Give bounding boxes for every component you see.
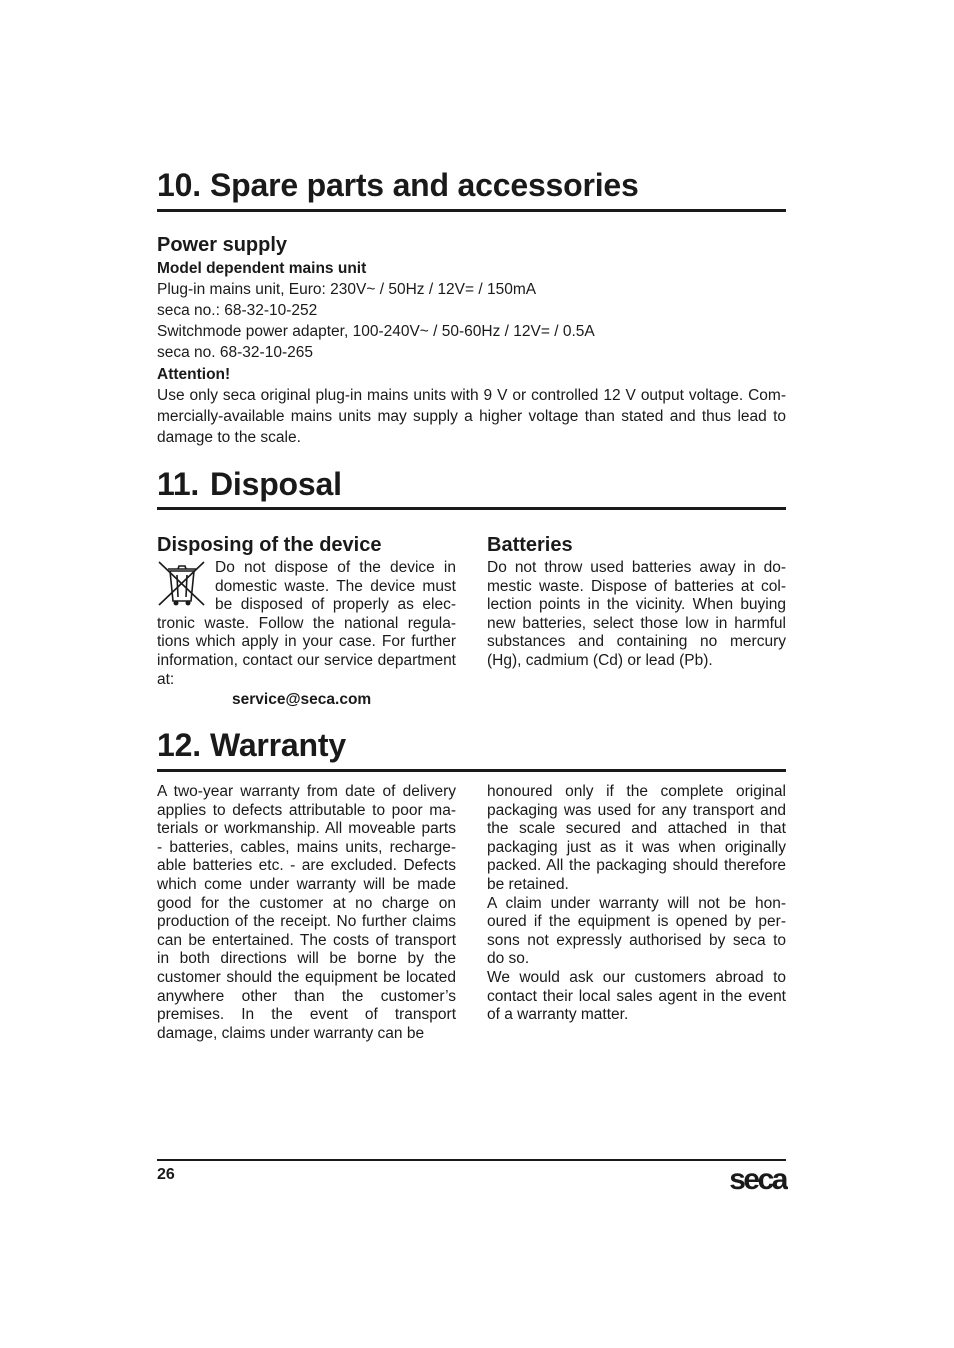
section-10-number: 10. — [157, 167, 201, 203]
batteries-text: Do not throw used batteries away in domestic waste. Dispose of batteries at collection points in the vicinity. When buying new batteries, select those low in harmful substances and containing no mercury (Hg), cadmium (Cd) or lead (Pb). — [487, 559, 786, 669]
section-11-rule — [157, 507, 786, 510]
mains-unit-line: Plug-in mains unit, Euro: 230V~ / 50Hz / 12V= / 150mA — [157, 281, 537, 298]
attention-text-line-1: Use only seca original plug-in mains units with 9 V or controlled 12 V output voltage. Com- — [157, 387, 786, 404]
attention-text-line-2: mercially-available mains units may supply a higher voltage than stated and thus lead to — [157, 408, 786, 425]
attention-heading: Attention! — [157, 366, 231, 383]
footer-rule — [157, 1159, 786, 1161]
section-10-title: Spare parts and accessories — [210, 167, 639, 203]
warranty-left-column: A two-year warranty from date of delivery applies to defects attributable to poor materials or workmanship. All moveable parts - batteries, cables, mains units, rechargeable batteries etc. - are excluded. Defects which come under warranty will be made good for the customer at no charge on production of the receipt. No further claims can be entertained. The costs of transport in both directions will be borne by the customer should the equipment be located anywhere other than the customer’s premises. In the event of transport damage, claims under warranty can be — [157, 783, 456, 1042]
model-dependent-heading: Model dependent mains unit — [157, 260, 367, 277]
section-12-rule — [157, 769, 786, 772]
seca-logo — [718, 1160, 788, 1194]
section-12-heading — [157, 726, 786, 764]
mains-unit-part-no: seca no.: 68-32-10-252 — [157, 302, 318, 319]
section-11-title: Disposal — [210, 466, 342, 502]
power-supply-heading: Power supply — [157, 234, 288, 256]
warranty-right-column — [487, 783, 786, 1025]
switchmode-adapter-line: Switchmode power adapter, 100-240V~ / 50-60Hz / 12V= / 0.5A — [157, 323, 595, 340]
disposing-device-heading: Disposing of the device — [157, 534, 382, 556]
warranty-paragraph-packaging: honoured only if the complete original packaging was used for any transport and the scale secured and attached in that packaging just as it was when originally packed. All the packaging should therefore be retained. — [487, 783, 786, 893]
section-10-heading — [157, 166, 786, 204]
page-number: 26 — [157, 1166, 175, 1183]
service-email: service@seca.com — [232, 691, 372, 708]
seca-logo-text: seca — [729, 1163, 786, 1194]
crossed-out-bin-icon — [157, 559, 207, 609]
batteries-heading: Batteries — [487, 534, 573, 556]
section-11-heading — [157, 465, 786, 503]
section-10-rule — [157, 209, 786, 212]
section-12-title: Warranty — [210, 727, 346, 763]
warranty-paragraph-opened: A claim under warranty will not be honoured if the equipment is opened by persons not expressly authorised by seca to do so. — [487, 894, 786, 968]
section-11-number: 11. — [157, 466, 200, 502]
warranty-paragraph-abroad: We would ask our customers abroad to contact their local sales agent in the event of a warranty matter. — [487, 968, 786, 1024]
disposing-device-paragraph: Do not dispose of the device in domestic waste. The device must be disposed of properly as electronic waste. Follow the national regulations which apply in your case. For further information, contact our service department at: — [157, 559, 456, 688]
switchmode-part-no: seca no. 68-32-10-265 — [157, 344, 313, 361]
attention-text-line-3: damage to the scale. — [157, 429, 301, 446]
disposing-device-text — [157, 559, 456, 689]
section-12-number: 12. — [157, 727, 201, 763]
